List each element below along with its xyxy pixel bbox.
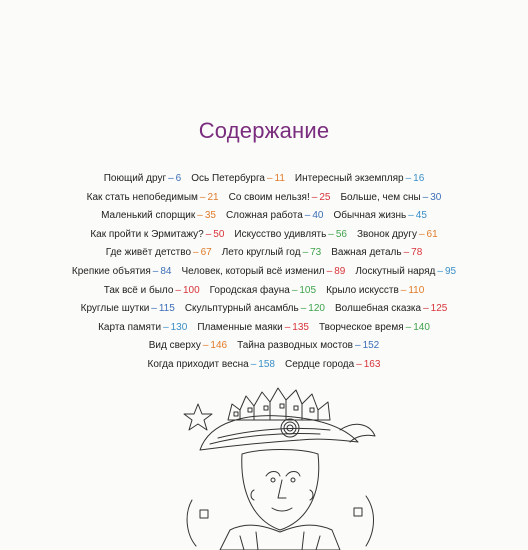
toc-entry-page: 73 (310, 247, 322, 259)
toc-entry-title: Пламенные маяки (197, 321, 283, 333)
toc-line (20, 263, 508, 282)
toc-entry-page: 125 (430, 303, 448, 315)
toc-entry-title: Важная деталь (331, 247, 402, 259)
toc-line (20, 282, 508, 301)
toc-entry-page: 115 (158, 303, 175, 315)
toc-dash: – (405, 173, 412, 184)
toc-dash: – (355, 340, 361, 352)
toc-line (20, 244, 508, 263)
toc-entry[interactable] (197, 322, 309, 333)
toc-dash: – (408, 210, 414, 222)
toc-entry-title: Поющий друг (103, 173, 167, 184)
toc-entry[interactable] (333, 210, 426, 221)
toc-entry-page: 67 (200, 247, 212, 259)
toc-dash: – (205, 228, 212, 240)
toc-entry-page: 130 (170, 321, 188, 333)
toc-entry[interactable] (104, 173, 181, 184)
toc-dash: – (202, 340, 209, 352)
toc-entry-title: Так всё и было (103, 284, 174, 296)
toc-dash: – (300, 303, 307, 315)
toc-entry[interactable] (191, 173, 285, 184)
toc-entry-page: 11 (274, 173, 285, 184)
toc-entry-title: Как пройти к Эрмитажу? (90, 228, 204, 240)
toc-entry-page: 25 (319, 191, 331, 203)
toc-entry[interactable] (237, 340, 379, 351)
toc-entry-page: 95 (444, 265, 457, 277)
toc-dash: – (405, 321, 412, 333)
toc-entry[interactable] (331, 247, 422, 258)
toc-entry[interactable] (81, 303, 175, 314)
toc-line (20, 170, 508, 189)
table-of-contents (20, 170, 508, 375)
toc-entry[interactable] (326, 285, 424, 296)
toc-dash: – (284, 321, 291, 333)
toc-line (20, 189, 508, 208)
toc-entry-page: 56 (335, 228, 347, 240)
toc-dash: – (175, 284, 181, 296)
toc-entry-page: 163 (363, 358, 381, 370)
toc-entry-page: 84 (160, 265, 172, 277)
page-title: Содержание (198, 118, 330, 143)
toc-entry-title: Крыло искусств (326, 284, 399, 296)
toc-entry-title: Вид сверху (148, 340, 201, 352)
toc-dash: – (326, 265, 333, 277)
toc-entry[interactable] (335, 303, 447, 314)
toc-entry[interactable] (355, 266, 456, 277)
toc-entry-page: 100 (182, 284, 200, 296)
toc-entry-page: 16 (413, 173, 425, 184)
toc-entry-title: Как стать непобедимым (86, 191, 198, 203)
toc-line (20, 226, 508, 245)
toc-entry[interactable] (181, 266, 345, 277)
toc-entry-title: Звонок другу (356, 228, 417, 240)
toc-entry-title: Где живёт детство (105, 247, 192, 259)
toc-entry-title: Со своим нельзя! (228, 191, 310, 203)
toc-entry-title: Обычная жизнь (333, 210, 407, 222)
toc-entry[interactable] (90, 229, 224, 240)
toc-dash: – (266, 173, 273, 184)
toc-entry[interactable] (148, 359, 275, 370)
toc-entry-page: 89 (334, 265, 346, 277)
toc-entry-page: 120 (308, 303, 325, 315)
toc-line (20, 300, 508, 319)
toc-entry-title: Человек, который всё изменил (181, 265, 325, 277)
toc-entry-page: 40 (312, 210, 324, 222)
toc-dash: – (356, 358, 362, 370)
toc-entry[interactable] (185, 303, 325, 314)
toc-dash: – (311, 191, 318, 203)
toc-dash: – (423, 303, 429, 315)
toc-dash: – (437, 265, 443, 277)
toc-entry-page: 21 (207, 191, 219, 203)
toc-line (20, 319, 508, 338)
toc-dash: – (197, 210, 203, 222)
toc-entry[interactable] (222, 247, 322, 258)
toc-entry-page: 35 (204, 210, 216, 222)
toc-entry-title: Сложная работа (225, 210, 303, 222)
toc-entry-page: 6 (175, 173, 182, 184)
toc-entry-page: 105 (299, 284, 317, 296)
toc-entry-title: Творческое время (318, 321, 404, 333)
toc-dash: – (422, 191, 429, 203)
toc-dash: – (152, 265, 159, 277)
toc-entry-title: Сердце города (284, 358, 355, 370)
toc-dash: – (291, 284, 298, 296)
toc-entry-title: Карта памяти (98, 321, 162, 333)
toc-entry[interactable] (210, 285, 316, 296)
toc-line (20, 356, 508, 375)
toc-dash: – (168, 173, 174, 184)
toc-line (20, 337, 508, 356)
toc-entry-page: 152 (362, 340, 380, 352)
toc-entry[interactable] (72, 266, 172, 277)
toc-entry[interactable] (226, 210, 324, 221)
toc-entry[interactable] (340, 192, 441, 203)
toc-entry-title: Интересный экземпляр (294, 173, 404, 184)
toc-entry-title: Городская фауна (209, 284, 290, 296)
toc-entry[interactable] (101, 210, 216, 221)
coloring-illustration (170, 380, 390, 550)
toc-entry[interactable] (295, 173, 424, 184)
toc-entry-page: 110 (408, 284, 425, 296)
toc-dash: – (328, 228, 334, 240)
toc-entry[interactable] (357, 229, 438, 240)
toc-entry[interactable] (104, 285, 200, 296)
toc-entry-title: Ось Петербурга (191, 173, 265, 184)
toc-entry-title: Искусство удивлять (234, 228, 327, 240)
toc-dash: – (400, 284, 407, 296)
toc-entry-page: 135 (292, 321, 309, 333)
toc-dash: – (302, 247, 309, 259)
toc-line (20, 207, 508, 226)
toc-entry-page: 140 (413, 321, 430, 333)
toc-entry-title: Волшебная сказка (334, 303, 422, 315)
toc-dash: – (193, 247, 199, 259)
toc-entry-title: Скульптурный ансамбль (184, 303, 299, 315)
toc-entry-title: Тайна разводных мостов (237, 340, 353, 352)
toc-entry-page: 30 (430, 191, 442, 203)
toc-dash: – (199, 191, 206, 203)
toc-dash: – (403, 247, 410, 259)
toc-dash: – (250, 358, 257, 370)
toc-entry[interactable] (234, 229, 347, 240)
toc-entry-title: Лоскутный наряд (355, 265, 436, 277)
toc-entry-page: 158 (258, 358, 275, 370)
toc-entry-page: 146 (210, 340, 228, 352)
toc-entry-title: Когда приходит весна (147, 358, 249, 370)
toc-entry-page: 61 (426, 228, 438, 240)
toc-entry[interactable] (98, 322, 187, 333)
toc-dash: – (163, 321, 169, 333)
toc-entry[interactable] (285, 359, 380, 370)
toc-entry-title: Лето круглый год (221, 247, 301, 259)
toc-entry-page: 45 (415, 210, 427, 222)
toc-entry-title: Круглые шутки (80, 303, 150, 315)
toc-entry[interactable] (87, 192, 219, 203)
toc-entry[interactable] (229, 192, 331, 203)
toc-entry[interactable] (319, 322, 430, 333)
toc-entry[interactable] (106, 247, 212, 258)
toc-entry-page: 78 (411, 247, 423, 259)
toc-entry-title: Крепкие объятия (71, 265, 151, 277)
toc-dash: – (304, 210, 311, 222)
toc-dash: – (151, 303, 157, 315)
toc-entry[interactable] (149, 340, 227, 351)
toc-entry-title: Маленький спорщик (101, 210, 196, 222)
toc-entry-page: 50 (213, 228, 225, 240)
toc-entry-title: Больше, чем сны (340, 191, 421, 203)
toc-dash: – (418, 228, 425, 240)
